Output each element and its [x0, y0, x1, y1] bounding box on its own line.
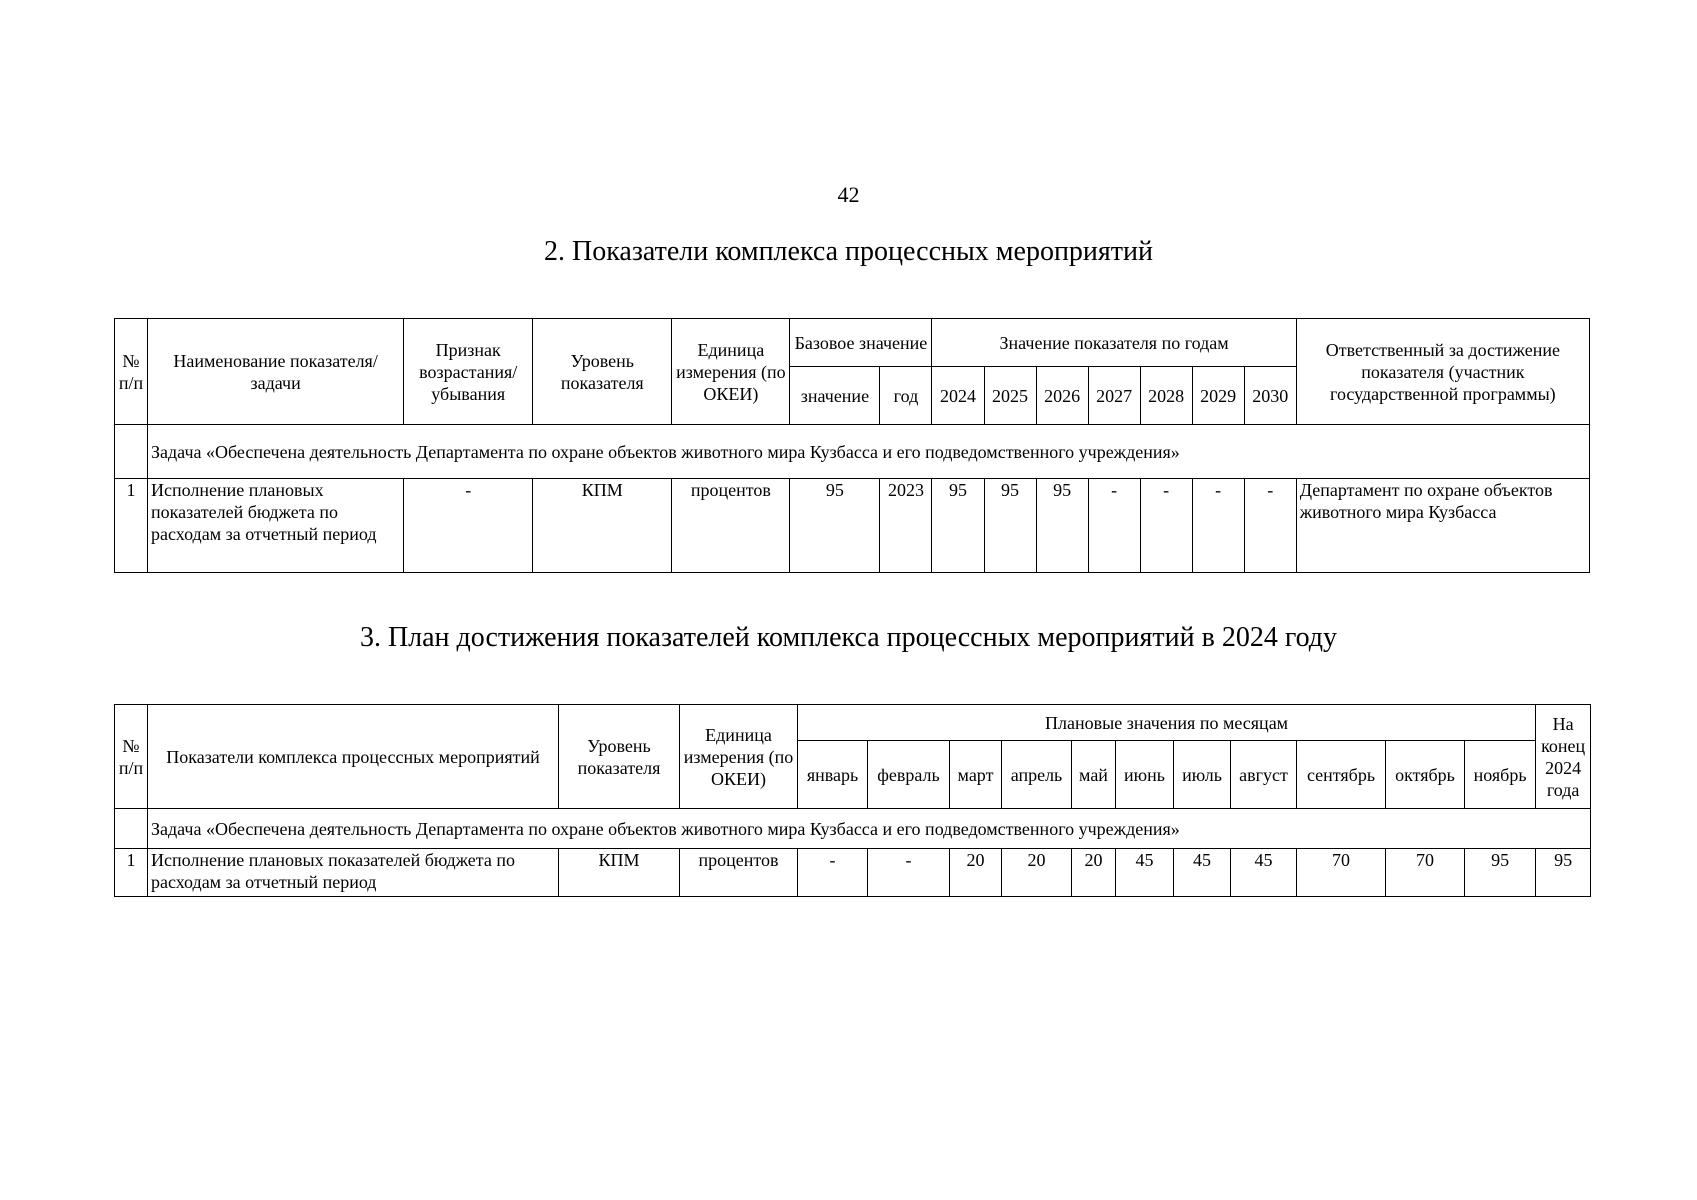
row-unit: процентов — [680, 849, 798, 897]
page-number: 42 — [837, 182, 860, 207]
header-month: ноябрь — [1465, 741, 1536, 809]
row-sign: - — [404, 479, 533, 573]
header-level: Уровень показателя — [533, 319, 672, 425]
header-unit: Единица измерения (по ОКЕИ) — [672, 319, 790, 425]
header-month: сентябрь — [1297, 741, 1386, 809]
row-value: 95 — [932, 479, 984, 573]
row-month-value: 45 — [1116, 849, 1174, 897]
header-base: Базовое значение — [790, 319, 932, 367]
row-value: - — [1192, 479, 1244, 573]
table-row — [115, 849, 1591, 897]
row-value: - — [1244, 479, 1296, 573]
header-month: февраль — [868, 741, 950, 809]
header-responsible: Ответственный за достижение показателя (участник государственной программы) — [1296, 319, 1589, 425]
row-value: - — [1140, 479, 1192, 573]
header-by-years: Значение показателя по годам — [932, 319, 1296, 367]
row-base-value: 95 — [790, 479, 880, 573]
header-year: 2027 — [1088, 367, 1140, 425]
row-unit: процентов — [672, 479, 790, 573]
row-month-value: 70 — [1297, 849, 1386, 897]
row-base-year: 2023 — [880, 479, 932, 573]
section-3-title: 3. План достижения показателей комплекса процессных мероприятий в 2024 году — [359, 622, 1338, 653]
row-responsible: Департамент по охране объектов животного мира Кузбасса — [1296, 479, 1589, 573]
task-num-cell — [115, 425, 148, 479]
header-month: март — [950, 741, 1002, 809]
section-2-title: 2. Показатели комплекса процессных мероприятий — [543, 236, 1153, 267]
row-month-value: 45 — [1231, 849, 1297, 897]
header-base-value: значение — [790, 367, 880, 425]
header-month: январь — [798, 741, 868, 809]
row-value: 95 — [984, 479, 1036, 573]
row-month-value: 45 — [1174, 849, 1231, 897]
indicators-table — [114, 318, 1590, 573]
row-month-value: - — [798, 849, 868, 897]
row-month-value: 20 — [950, 849, 1002, 897]
row-value: - — [1088, 479, 1140, 573]
row-name: Исполнение плановых показателей бюджета по расходам за отчетный период — [148, 479, 404, 573]
header-end: На конец 2024 года — [1536, 705, 1591, 809]
task-cell: Задача «Обеспечена деятельность Департамента по охране объектов животного мира Кузбасса и его подведомственного учреждения» — [148, 425, 1590, 479]
header-num: № п/п — [115, 319, 148, 425]
header-year: 2024 — [932, 367, 984, 425]
table-row — [115, 479, 1590, 573]
header-month: август — [1231, 741, 1297, 809]
monthly-plan-table — [114, 704, 1591, 897]
header-year: 2030 — [1244, 367, 1296, 425]
header-base-year: год — [880, 367, 932, 425]
header-month: июнь — [1116, 741, 1174, 809]
header-level: Уровень показателя — [559, 705, 680, 809]
row-end-value: 95 — [1536, 849, 1591, 897]
row-name: Исполнение плановых показателей бюджета по расходам за отчетный период — [148, 849, 559, 897]
row-month-value: 95 — [1465, 849, 1536, 897]
row-level: КПМ — [559, 849, 680, 897]
header-num: № п/п — [115, 705, 148, 809]
header-year: 2028 — [1140, 367, 1192, 425]
header-month: май — [1072, 741, 1116, 809]
row-level: КПМ — [533, 479, 672, 573]
row-month-value: 20 — [1002, 849, 1072, 897]
task-num-cell — [115, 809, 148, 849]
row-num: 1 — [115, 849, 148, 897]
header-month: июль — [1174, 741, 1231, 809]
header-month: апрель — [1002, 741, 1072, 809]
row-month-value: - — [868, 849, 950, 897]
header-name: Наименование показателя/задачи — [148, 319, 404, 425]
header-unit: Единица измерения (по ОКЕИ) — [680, 705, 798, 809]
header-monthly: Плановые значения по месяцам — [798, 705, 1536, 741]
row-month-value: 20 — [1072, 849, 1116, 897]
row-value: 95 — [1036, 479, 1088, 573]
header-sign: Признак возрастания/ убывания — [404, 319, 533, 425]
row-month-value: 70 — [1386, 849, 1465, 897]
header-month: октябрь — [1386, 741, 1465, 809]
header-name: Показатели комплекса процессных мероприятий — [148, 705, 559, 809]
header-year: 2026 — [1036, 367, 1088, 425]
header-year: 2029 — [1192, 367, 1244, 425]
task-cell: Задача «Обеспечена деятельность Департамента по охране объектов животного мира Кузбасса и его подведомственного учреждения» — [148, 809, 1591, 849]
header-year: 2025 — [984, 367, 1036, 425]
row-num: 1 — [115, 479, 148, 573]
